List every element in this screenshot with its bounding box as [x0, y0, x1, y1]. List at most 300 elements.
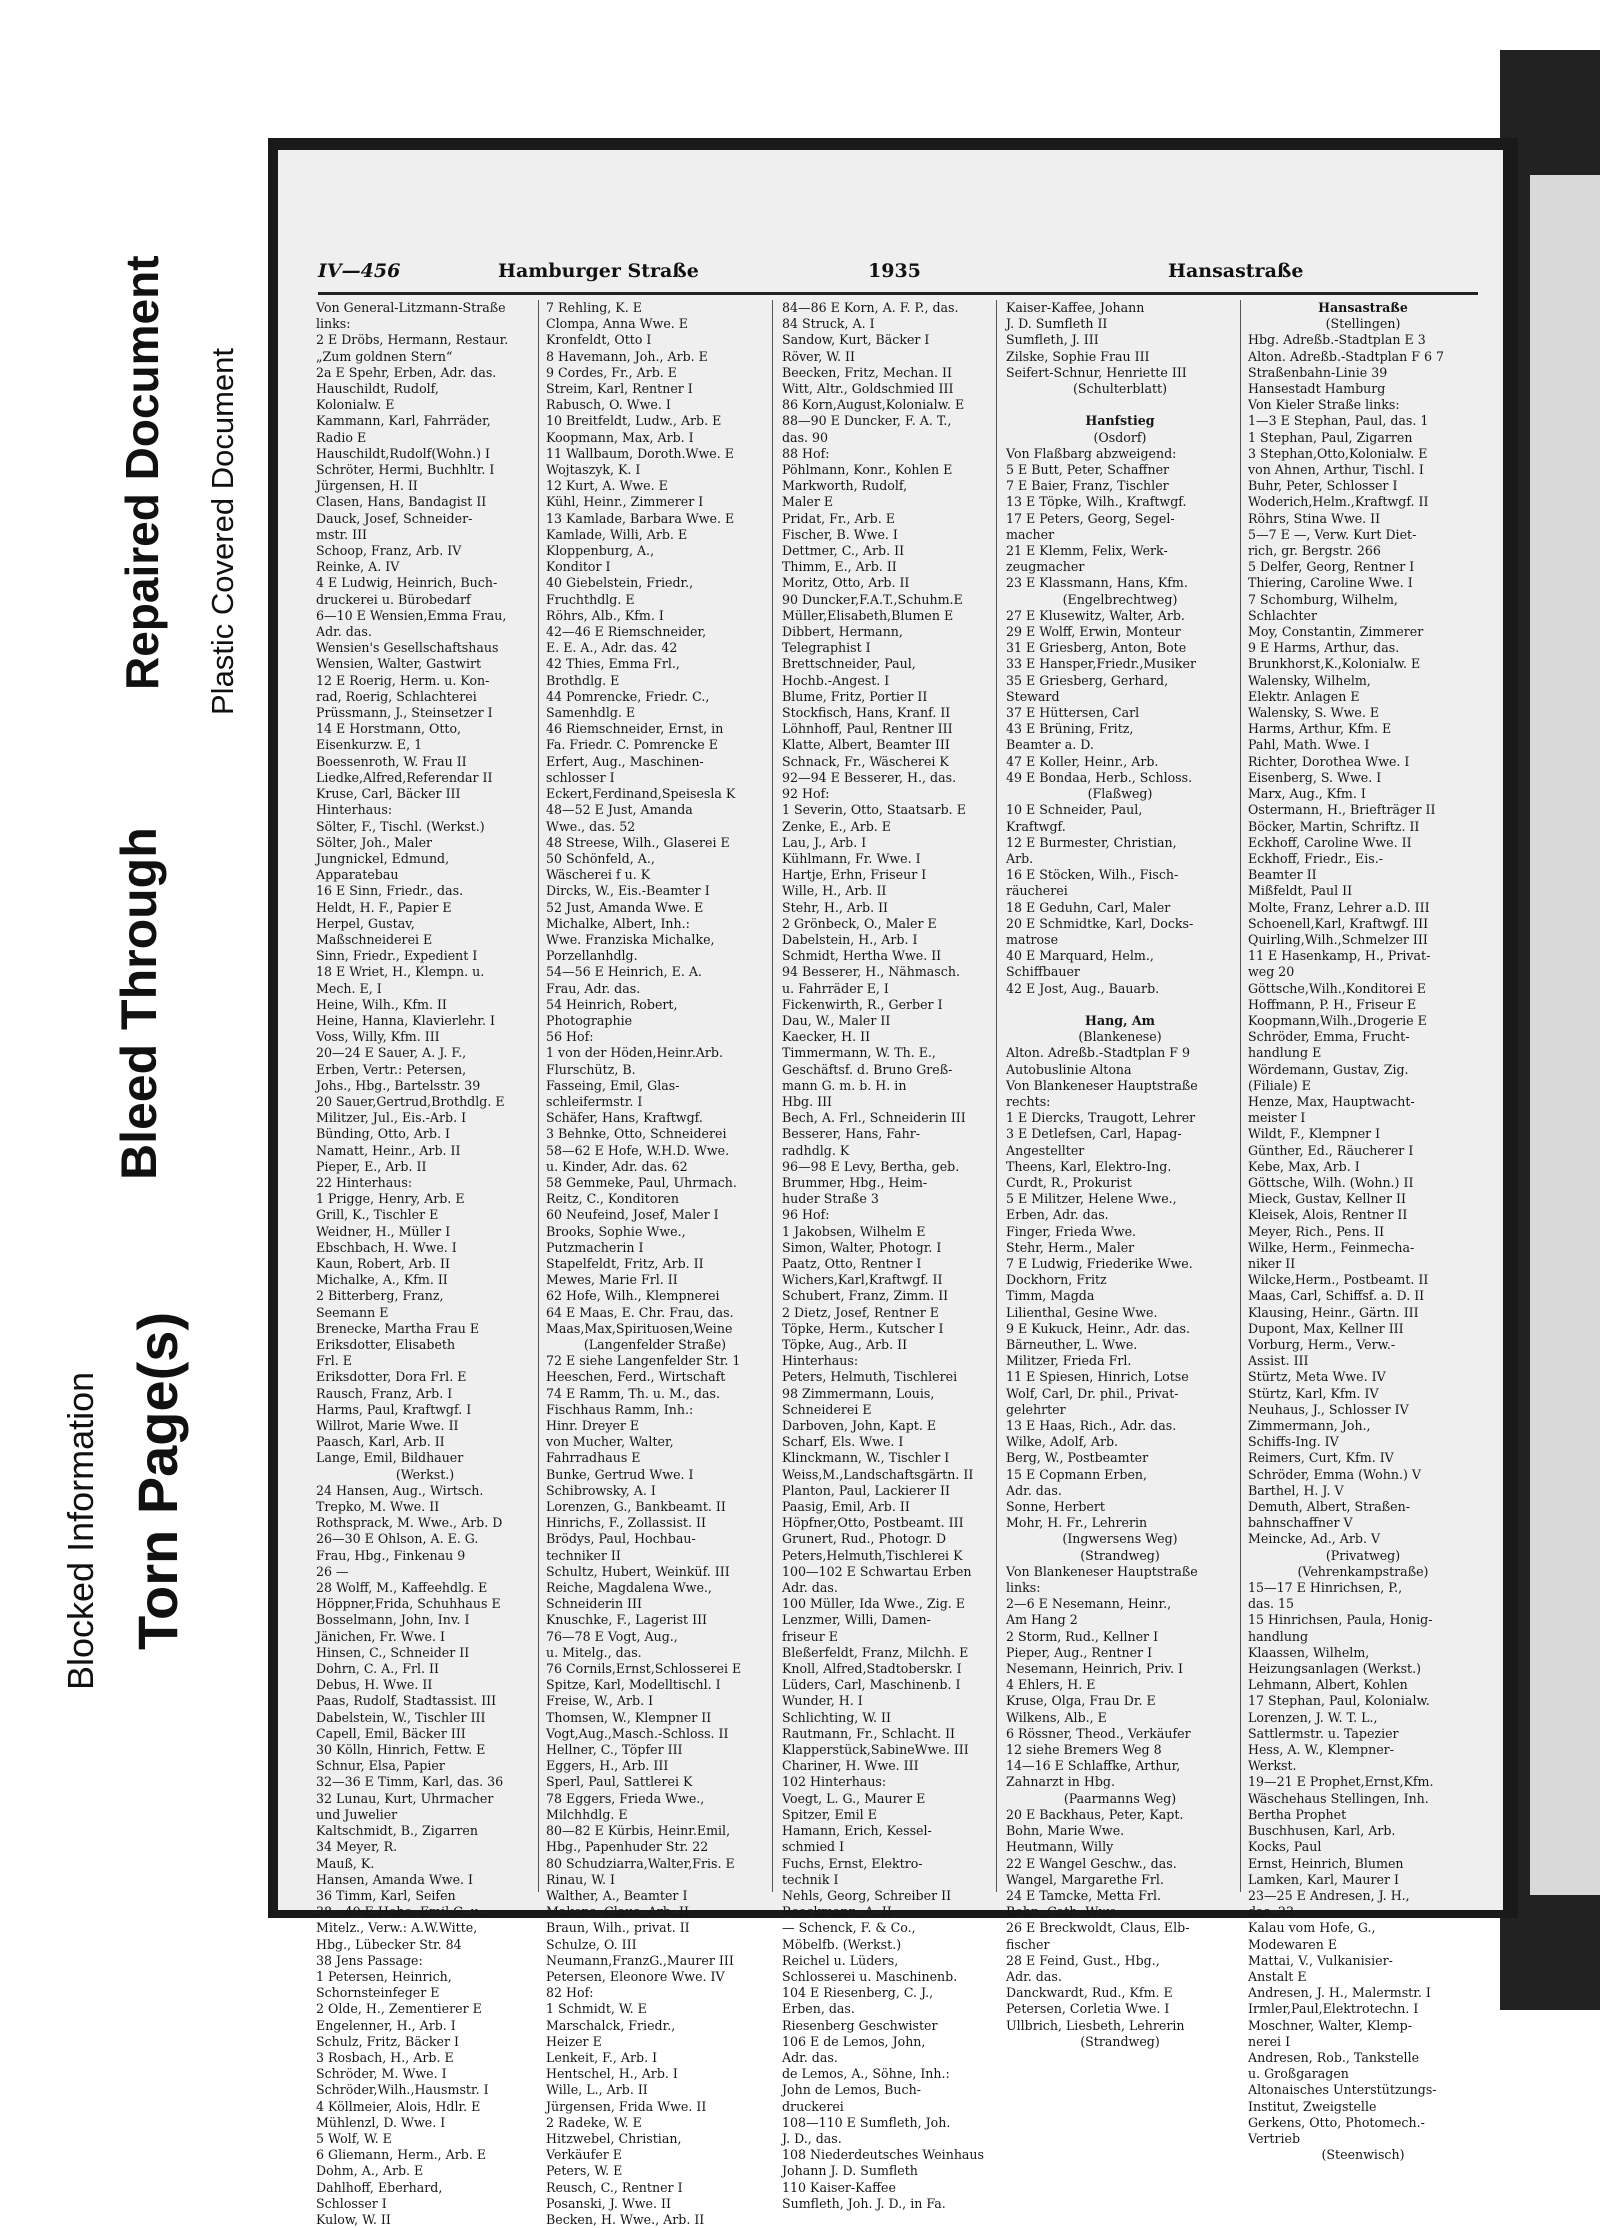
directory-entry-line: (Paarmanns Weg)	[1063, 1790, 1177, 1806]
directory-entry-line: Kalau vom Hofe, G.,	[1248, 1920, 1376, 1936]
column-divider	[1240, 300, 1241, 1892]
directory-entry-line: Namatt, Heinr., Arb. II	[316, 1142, 461, 1158]
directory-entry-line: Mitelz., Verw.: A.W.Witte,	[316, 1920, 478, 1936]
directory-entry-line: Sandow, Kurt, Bäcker I	[782, 332, 930, 348]
directory-entry-line: Lehmann, Albert, Kohlen	[1248, 1677, 1408, 1693]
directory-entry-line: Geschäftsf. d. Bruno Greß-	[782, 1061, 953, 1077]
directory-entry-line: Hinterhaus:	[316, 802, 393, 818]
directory-entry-line: Brothdlg. E	[546, 672, 620, 688]
directory-entry-line: Jürgensen, Frida Wwe. II	[546, 2098, 707, 2114]
directory-entry-line: Wangel, Margarethe Frl.	[1006, 1871, 1164, 1887]
directory-entry-line: Schubert, Franz, Zimm. II	[782, 1288, 949, 1304]
directory-entry-line: Wildt, F., Klempner I	[1248, 1126, 1381, 1142]
label-blocked-information: Blocked Information	[60, 1371, 101, 1690]
directory-entry-line: Posanski, J. Wwe. II	[546, 2195, 671, 2211]
directory-entry-line: Kolonialw. E	[316, 397, 395, 413]
directory-entry-line: Kühl, Heinr., Zimmerer I	[546, 494, 704, 510]
directory-entry-line: 14 E Horstmann, Otto,	[316, 721, 462, 737]
directory-entry-line: 106 E de Lemos, John,	[782, 2033, 926, 2049]
directory-entry-line: technik I	[782, 1871, 839, 1887]
directory-column-5	[1248, 300, 1478, 2163]
directory-entry-line: Wördemann, Gustav, Zig.	[1248, 1061, 1409, 1077]
directory-entry-line: Lamken, Karl, Maurer I	[1248, 1871, 1399, 1887]
directory-entry-line: 10 Breitfeldt, Ludw., Arb. E	[546, 413, 722, 429]
directory-entry-line: Gerkens, Otto, Photomech.-	[1248, 2114, 1425, 2130]
directory-entry-line: Liedke,Alfred,Referendar II	[316, 769, 493, 785]
directory-entry-line: rich, gr. Bergstr. 266	[1248, 543, 1381, 559]
directory-entry-line: Fahrradhaus E	[546, 1450, 641, 1466]
directory-entry-line: 17 E Peters, Georg, Segel-	[1006, 510, 1175, 526]
directory-entry-line: Pridat, Fr., Arb. E	[782, 510, 895, 526]
directory-entry-line: 11 E Hasenkamp, H., Privat-	[1248, 948, 1431, 964]
directory-entry-line: niker II	[1248, 1255, 1296, 1271]
directory-entry-line: Richter, Dorothea Wwe. I	[1248, 753, 1410, 769]
directory-entry-line: J. D., das.	[782, 2130, 842, 2146]
directory-entry-line: 4 E Ludwig, Heinrich, Buch-	[316, 575, 498, 591]
directory-entry-line: Demuth, Albert, Straßen-	[1248, 1499, 1410, 1515]
directory-entry-line: Wäscherei f u. K	[546, 867, 651, 883]
directory-entry-line: Milchhdlg. E	[546, 1806, 628, 1822]
directory-entry-line: Brunkhorst,K.,Kolonialw. E	[1248, 656, 1421, 672]
directory-entry-line: Barthel, H. J. V	[1248, 1482, 1344, 1498]
directory-entry-line: 5 Delfer, Georg, Rentner I	[1248, 559, 1415, 575]
directory-entry-line: Wäschehaus Stellingen, Inh.	[1248, 1790, 1429, 1806]
directory-entry-line: Michalke, Albert, Inh.:	[546, 915, 690, 931]
directory-entry-line: Modewaren E	[1248, 1936, 1338, 1952]
directory-entry-line: 37 E Hüttersen, Carl	[1006, 705, 1140, 721]
directory-entry-line: Schröder, Emma (Wohn.) V	[1248, 1466, 1421, 1482]
directory-entry-line: Hellner, C., Töpfer III	[546, 1742, 683, 1758]
directory-entry-line: Töpke, Aug., Arb. II	[782, 1337, 908, 1352]
directory-entry-line: Brummer, Hbg., Heim-	[782, 1174, 928, 1190]
directory-entry-line: 84 Struck, A. I	[782, 316, 875, 332]
directory-entry-line: Elektr. Anlagen E	[1248, 688, 1360, 704]
directory-entry-line: Böcker, Martin, Schriftz. II	[1248, 818, 1420, 834]
label-repaired-document: Repaired Document	[116, 255, 168, 690]
directory-entry-line: Anstalt E	[1248, 1968, 1307, 1984]
directory-entry-line: 35 E Griesberg, Gerhard,	[1006, 672, 1169, 688]
directory-entry-line: 56 Hof:	[546, 1029, 594, 1045]
directory-entry-line: friseur E	[782, 1628, 838, 1644]
directory-entry-line: Kruse, Olga, Frau Dr. E	[1006, 1693, 1156, 1709]
directory-entry-line: 104 E Riesenberg, C. J.,	[782, 1985, 934, 2001]
directory-entry-line: Hartje, Erhn, Friseur I	[782, 867, 927, 883]
directory-entry-line: Von General-Litzmann-Straße	[316, 300, 506, 315]
directory-entry-line: Weiss,M.,Landschaftsgärtn. II	[782, 1466, 974, 1482]
directory-entry-line: Schröder, Emma, Frucht-	[1248, 1029, 1410, 1045]
directory-entry-line: Müller,Elisabeth,Blumen E	[782, 607, 954, 623]
directory-entry-line: Makens, Claus, Arb. II	[546, 1904, 689, 1920]
directory-entry-line: Dabelstein, H., Arb. I	[782, 931, 918, 947]
directory-entry-line: 15—17 E Hinrichsen, P.,	[1248, 1580, 1403, 1596]
directory-entry-line: 12 E Burmester, Christian,	[1006, 834, 1177, 850]
directory-entry-line: 82 Hof:	[546, 1985, 594, 2001]
directory-entry-line: Institut, Zweigstelle	[1248, 2098, 1377, 2114]
directory-entry-line: Dibbert, Hermann,	[782, 624, 903, 640]
directory-entry-line: Erben, das.	[782, 2001, 855, 2017]
directory-entry-line: Curdt, R., Prokurist	[1006, 1174, 1132, 1190]
directory-entry-line: Erben, Adr. das.	[1006, 1207, 1109, 1223]
directory-entry-line: Spitze, Karl, Modelltischl. I	[546, 1677, 721, 1693]
directory-entry-line: 21 E Klemm, Felix, Werk-	[1006, 543, 1168, 559]
directory-entry-line: Clasen, Hans, Bandagist II	[316, 494, 487, 510]
directory-entry-line: Adr. das.	[316, 624, 372, 640]
directory-entry-line: Sperl, Paul, Sattlerei K	[546, 1774, 693, 1790]
directory-entry-line: 7 E Ludwig, Friederike Wwe.	[1006, 1255, 1193, 1271]
directory-entry-line: links:	[316, 316, 351, 332]
directory-entry-line: 31 E Griesberg, Anton, Bote	[1006, 640, 1187, 656]
directory-entry-line: Steward	[1006, 688, 1060, 704]
directory-column-1	[316, 300, 534, 2228]
directory-entry-line: 32 Lunau, Kurt, Uhrmacher	[316, 1790, 494, 1806]
directory-entry-line: Höppner,Frida, Schuhhaus E	[316, 1596, 501, 1612]
directory-entry-line: 108—110 E Sumfleth, Joh.	[782, 2114, 951, 2130]
directory-entry-line: 13 Kamlade, Barbara Wwe. E	[546, 510, 735, 526]
directory-entry-line: Marschalck, Friedr.,	[546, 2017, 676, 2033]
directory-entry-line: 13 E Haas, Rich., Adr. das.	[1006, 1418, 1177, 1434]
directory-entry-line: Koopmann, Max, Arb. I	[546, 429, 694, 445]
directory-entry-line: Bleßerfeldt, Franz, Milchh. E	[782, 1644, 969, 1660]
directory-entry-line: Andresen, Rob., Tankstelle	[1248, 2049, 1420, 2065]
directory-entry-line: J. D. Sumfleth II	[1006, 316, 1108, 332]
directory-entry-line: Trepko, M. Wwe. II	[316, 1499, 440, 1515]
label-plastic-covered-document: Plastic Covered Document	[205, 348, 240, 715]
directory-entry-line: 38 Jens Passage:	[316, 1952, 423, 1968]
directory-entry-line: Dockhorn, Fritz	[1006, 1272, 1107, 1288]
directory-entry-line: Buhr, Peter, Schlosser I	[1248, 478, 1398, 494]
directory-entry-line: Eckhoff, Caroline Wwe. II	[1248, 834, 1412, 850]
label-bleed-through: Bleed Through	[111, 827, 167, 1180]
directory-entry-line: Eisenkurzw. E, 1	[316, 737, 423, 753]
directory-entry-line: Reichel u. Lüders,	[782, 1952, 899, 1968]
directory-entry-line: Heeschen, Ferd., Wirtschaft	[546, 1369, 726, 1385]
directory-entry-line: Adr. das.	[1006, 1968, 1062, 1984]
directory-entry-line: 3 E Detlefsen, Carl, Hapag-	[1006, 1126, 1182, 1142]
directory-entry-line: Kaun, Robert, Arb. II	[316, 1255, 450, 1271]
directory-entry-line: 7 Rehling, K. E	[546, 300, 642, 315]
directory-entry-line: Braun, Wilh., privat. II	[546, 1920, 690, 1936]
directory-entry-line: Jürgensen, H. II	[316, 478, 418, 494]
directory-entry-line: Wille, H., Arb. II	[782, 883, 887, 899]
directory-entry-line: Schoop, Franz, Arb. IV	[316, 543, 462, 559]
directory-entry-line: 38—40 E Hohe, Emil G. u.	[316, 1904, 483, 1920]
directory-entry-line: Ullbrich, Liesbeth, Lehrerin	[1006, 2017, 1185, 2033]
directory-entry-line: radhdlg. K	[782, 1142, 850, 1158]
header-street-right: Hansastraße	[1168, 260, 1304, 282]
directory-entry-line: Heine, Hanna, Klavierlehr. I	[316, 1012, 496, 1028]
directory-entry-line: 7 E Baier, Franz, Tischler	[1006, 478, 1169, 494]
directory-column-3	[782, 300, 992, 2212]
directory-entry-line: Nehls, Georg, Schreiber II	[782, 1887, 952, 1903]
directory-entry-line: 42 Thies, Emma Frl.,	[546, 656, 680, 672]
directory-entry-line: Finger, Frieda Wwe.	[1006, 1223, 1137, 1239]
directory-entry-line: (Steenwisch)	[1321, 2147, 1405, 2163]
directory-entry-line: (Strandweg)	[1080, 1547, 1160, 1563]
directory-entry-line: 20 E Schmidtke, Karl, Docks-	[1006, 915, 1194, 931]
directory-entry-line: u. Kinder, Adr. das. 62	[546, 1158, 688, 1174]
directory-entry-line: Kammann, Karl, Fahrräder,	[316, 413, 491, 429]
directory-entry-line: techniker II	[546, 1547, 621, 1563]
directory-entry-line: Von Blankeneser Hauptstraße	[1006, 1563, 1198, 1579]
directory-entry-line: 92 Hof:	[782, 786, 830, 802]
directory-entry-line: 3 Behnke, Otto, Schneiderei	[546, 1126, 727, 1142]
directory-entry-line: Sinn, Friedr., Expedient I	[316, 948, 478, 964]
directory-entry-line: de Lemos, A., Söhne, Inh.:	[782, 2066, 950, 2082]
directory-entry-line: Eckert,Ferdinand,Speisesla K	[546, 786, 736, 802]
directory-entry-line: Andresen, J. H., Malermstr. I	[1248, 1985, 1431, 2001]
directory-entry-line: Fuchs, Ernst, Elektro-	[782, 1855, 923, 1871]
directory-entry-line: 6 Rössner, Theod., Verkäufer	[1006, 1725, 1191, 1741]
directory-entry-line: Simon, Walter, Photogr. I	[782, 1239, 942, 1255]
directory-entry-line: 23—25 E Andresen, J. H.,	[1248, 1887, 1410, 1903]
directory-entry-line: Von Flaßbarg abzweigend:	[1006, 445, 1177, 461]
directory-entry-line: E. E. A., Adr. das. 42	[546, 640, 678, 656]
directory-entry-line: 11 Wallbaum, Doroth.Wwe. E	[546, 445, 734, 461]
directory-entry-line: Klaassen, Wilhelm,	[1248, 1644, 1370, 1660]
directory-entry-line: Dohm, A., Arb. E	[316, 2163, 424, 2179]
directory-entry-line: 9 E Kukuck, Heinr., Adr. das.	[1006, 1320, 1190, 1336]
directory-entry-line: Bosselmann, John, Inv. I	[316, 1612, 470, 1628]
directory-entry-line: (Werkst.)	[395, 1466, 455, 1482]
directory-entry-line: macher	[1006, 526, 1055, 542]
directory-entry-line: Kleisek, Alois, Rentner II	[1248, 1207, 1408, 1223]
directory-entry-line: Markworth, Rudolf,	[782, 478, 908, 494]
directory-entry-line: Telegraphist I	[782, 640, 871, 656]
directory-entry-line: Schnack, Fr., Wäscherei K	[782, 753, 949, 769]
directory-entry-line: 9 Cordes, Fr., Arb. E	[546, 364, 677, 380]
directory-entry-line: John de Lemos, Buch-	[782, 2082, 921, 2098]
directory-entry-line: Hauschildt, Rudolf,	[316, 381, 439, 397]
directory-entry-line: 5 E Butt, Peter, Schaffner	[1006, 462, 1170, 478]
directory-entry-line: links:	[1006, 1580, 1041, 1596]
directory-entry-line: Am Hang 2	[1006, 1612, 1078, 1628]
directory-entry-line: 3 Rosbach, H., Arb. E	[316, 2049, 454, 2065]
directory-entry-line: Maßschneiderei E	[316, 931, 433, 947]
directory-entry-line: 28 Wolff, M., Kaffeehdlg. E	[316, 1580, 488, 1596]
directory-entry-line: (Strandweg)	[1080, 2033, 1160, 2049]
directory-entry-line: Voegt, L. G., Maurer E	[782, 1790, 926, 1806]
directory-entry-line: 24 E Tamcke, Metta Frl.	[1006, 1887, 1162, 1903]
directory-entry-line: Adr. das.	[782, 1580, 838, 1596]
directory-entry-line: Mauß, K.	[316, 1855, 375, 1871]
directory-entry-line: 48—52 E Just, Amanda	[546, 802, 693, 818]
directory-entry-line: Löhnhoff, Paul, Rentner III	[782, 721, 953, 737]
directory-entry-line: Spitzer, Emil E	[782, 1806, 877, 1822]
directory-entry-line: Buschhusen, Karl, Arb.	[1248, 1823, 1396, 1839]
directory-entry-line: Moschner, Walter, Klemp-	[1248, 2017, 1412, 2033]
directory-entry-line: 12 siehe Bremers Weg 8	[1006, 1742, 1162, 1758]
directory-entry-line: Maas, Carl, Schiffsf. a. D. II	[1248, 1288, 1425, 1304]
directory-entry-line: 23 E Klassmann, Hans, Kfm.	[1006, 575, 1188, 591]
directory-entry-line: Reiche, Magdalena Wwe.,	[546, 1580, 712, 1596]
directory-entry-line: Eriksdotter, Dora Frl. E	[316, 1369, 467, 1385]
directory-entry-line: 33 E Hansper,Friedr.,Musiker	[1006, 656, 1196, 672]
directory-entry-line: Koopmann,Wilh.,Drogerie E	[1248, 1012, 1427, 1028]
directory-entry-line: 42—46 E Riemschneider,	[546, 624, 707, 640]
page-number: IV—456	[318, 260, 401, 282]
directory-entry-line: 42 E Jost, Aug., Bauarb.	[1006, 980, 1160, 996]
directory-entry-line: Wwe., das. 52	[546, 818, 636, 834]
directory-entry-line: 108 Niederdeutsches Weinhaus	[782, 2147, 985, 2163]
directory-entry-line: 19—21 E Prophet,Ernst,Kfm.	[1248, 1774, 1434, 1790]
directory-entry-line: Prüssmann, J., Steinsetzer I	[316, 705, 493, 721]
directory-entry-line: (Engelbrechtweg)	[1062, 591, 1178, 607]
directory-entry-line: Erben, Vertr.: Petersen,	[316, 1061, 467, 1077]
directory-entry-line: Stürtz, Karl, Kfm. IV	[1248, 1385, 1379, 1401]
directory-entry-line: Günther, Ed., Räucherer I	[1248, 1142, 1414, 1158]
directory-entry-line: Möbelfb. (Werkst.)	[782, 1936, 902, 1952]
directory-entry-line: Dettmer, C., Arb. II	[782, 543, 905, 559]
directory-entry-line: Heutmann, Willy	[1006, 1839, 1114, 1855]
directory-entry-line: Wilke, Herm., Feinmecha-	[1248, 1239, 1415, 1255]
directory-entry-line: 7 Schomburg, Wilhelm,	[1248, 591, 1398, 607]
directory-entry-line: Schoenell,Karl, Kraftwgf. III	[1248, 915, 1429, 931]
directory-entry-line: Vorburg, Herm., Verw.-	[1248, 1337, 1396, 1352]
directory-entry-line: Alton. Adreßb.-Stadtplan F 9	[1006, 1045, 1191, 1061]
directory-entry-line: rechts:	[1006, 1093, 1051, 1109]
directory-entry-line: Paasch, Karl, Arb. II	[316, 1434, 445, 1450]
directory-entry-line: Wilke, Adolf, Arb.	[1006, 1434, 1119, 1450]
directory-entry-line: Kaiser-Kaffee, Johann	[1006, 300, 1145, 315]
directory-entry-line: 78 Eggers, Frieda Wwe.,	[546, 1790, 705, 1806]
directory-entry-line: 74 E Ramm, Th. u. M., das.	[546, 1385, 720, 1401]
directory-entry-line: Bünding, Otto, Arb. I	[316, 1126, 450, 1142]
directory-entry-line: 94 Besserer, H., Nähmasch.	[782, 964, 960, 980]
directory-entry-line: Heldt, H. F., Papier E	[316, 899, 452, 915]
directory-entry-line: Moritz, Otto, Arb. II	[782, 575, 910, 591]
directory-entry-line: 16 E Sinn, Friedr., das.	[316, 883, 464, 899]
directory-entry-line: Marx, Aug., Kfm. I	[1248, 786, 1366, 802]
directory-entry-line: Harms, Arthur, Kfm. E	[1248, 721, 1392, 737]
directory-entry-line: Militzer, Frieda Frl.	[1006, 1353, 1132, 1369]
directory-entry-line: 2 Dietz, Josef, Rentner E	[782, 1304, 939, 1320]
directory-entry-line: Sumfleth, Joh. J. D., in Fa.	[782, 2195, 946, 2211]
directory-entry-line: Sattlermstr. u. Tapezier	[1248, 1725, 1399, 1741]
directory-entry-line: 1 Jakobsen, Wilhelm E	[782, 1223, 926, 1239]
directory-entry-line: 48 Streese, Wilh., Glaserei E	[546, 834, 730, 850]
column-divider	[772, 300, 773, 1892]
directory-entry-line: 22 Hinterhaus:	[316, 1174, 413, 1190]
directory-entry-line: das. 15	[1248, 1596, 1295, 1612]
directory-entry-line: (Ingwersens Weg)	[1062, 1531, 1178, 1547]
directory-entry-line: Maler E	[782, 494, 834, 510]
directory-entry-line: 2 Radeke, W. E	[546, 2114, 642, 2130]
directory-entry-line: Pahl, Math. Wwe. I	[1248, 737, 1370, 753]
directory-entry-line: Zahnarzt in Hbg.	[1006, 1774, 1115, 1790]
directory-entry-line: 44 Pomrencke, Friedr. C.,	[546, 688, 710, 704]
directory-entry-line: Brenecke, Martha Frau E	[316, 1320, 480, 1336]
directory-entry-line: 84—86 E Korn, A. F. P., das.	[782, 300, 959, 315]
directory-entry-line: mstr. III	[316, 526, 368, 542]
directory-entry-line: Kronfeldt, Otto I	[546, 332, 652, 348]
directory-entry-line: Theens, Karl, Elektro-Ing.	[1006, 1158, 1172, 1174]
directory-entry-line: Klausing, Heinr., Gärtn. III	[1248, 1304, 1419, 1320]
directory-entry-line: 47 E Koller, Heinr., Arb.	[1006, 753, 1159, 769]
directory-entry-line: Boessenroth, W. Frau II	[316, 753, 467, 769]
directory-entry-line: 20—24 E Sauer, A. J. F.,	[316, 1045, 467, 1061]
directory-entry-line: Engelenner, H., Arb. I	[316, 2017, 456, 2033]
directory-entry-line: gelehrter	[1006, 1401, 1066, 1417]
directory-entry-line: Rausch, Franz, Arb. I	[316, 1385, 453, 1401]
directory-entry-line: 54 Heinrich, Robert,	[546, 996, 678, 1012]
directory-entry-line: Knoll, Alfred,Stadtoberskr. I	[782, 1661, 962, 1677]
directory-entry-line: 18 E Geduhn, Carl, Maler	[1006, 899, 1171, 915]
directory-entry-line: Witt, Altr., Goldschmied III	[782, 381, 954, 397]
directory-entry-line: 14—16 E Schlaffke, Arthur,	[1006, 1758, 1181, 1774]
directory-entry-line: 1 Schmidt, W. E	[546, 2001, 647, 2017]
directory-entry-line: handlung E	[1248, 1045, 1322, 1061]
directory-entry-line: Riesenberg Geschwister	[782, 2017, 938, 2033]
directory-entry-line: 20 E Backhaus, Peter, Kapt.	[1006, 1806, 1184, 1822]
column-divider	[538, 300, 539, 1892]
directory-entry-line: 88—90 E Duncker, F. A. T.,	[782, 413, 952, 429]
directory-entry-line: (Blankenese)	[1078, 1029, 1162, 1045]
directory-entry-line: Hoffmann, P. H., Friseur E	[1248, 996, 1417, 1012]
directory-entry-line: Timm, Magda	[1006, 1288, 1095, 1304]
directory-entry-line: Maas,Max,Spirituosen,Weine	[546, 1320, 733, 1336]
directory-entry-line: Erfert, Aug., Maschinen-	[546, 753, 704, 769]
directory-entry-line: Schlosserei u. Maschinenb.	[782, 1968, 958, 1984]
directory-entry-line: Schibrowsky, A. I	[546, 1482, 656, 1498]
directory-entry-line: das. 23	[1248, 1904, 1295, 1920]
directory-entry-line: Mieck, Gustav, Kellner II	[1248, 1191, 1407, 1207]
directory-entry-line: Blume, Fritz, Portier II	[782, 688, 928, 704]
directory-entry-line: bahnschaffner V	[1248, 1515, 1353, 1531]
directory-entry-line: Hansastraße	[1318, 300, 1408, 315]
directory-entry-line: huder Straße 3	[782, 1191, 879, 1207]
directory-entry-line: 50 Schönfeld, A.,	[546, 850, 655, 866]
directory-entry-line: Hanfstieg	[1085, 413, 1155, 429]
directory-entry-line: Peters, W. E	[546, 2163, 623, 2179]
directory-entry-line: Capell, Emil, Bäcker III	[316, 1725, 466, 1741]
directory-entry-line: nerei I	[1248, 2033, 1291, 2049]
directory-entry-line: Reinke, A. IV	[316, 559, 400, 575]
directory-entry-line: Verkäufer E	[546, 2147, 622, 2163]
directory-entry-line: Wilcke,Herm., Postbeamt. II	[1248, 1272, 1429, 1288]
directory-entry-line: Eriksdotter, Elisabeth	[316, 1337, 456, 1352]
directory-entry-line: Rabusch, O. Wwe. I	[546, 397, 671, 413]
directory-entry-line: „Zum goldnen Stern“	[316, 348, 453, 364]
directory-entry-line: meister I	[1248, 1110, 1306, 1126]
directory-entry-line: 43 E Brüning, Fritz,	[1006, 721, 1134, 737]
directory-entry-line: Danckwardt, Rud., Kfm. E	[1006, 1985, 1173, 2001]
directory-entry-line: Schneiderei E	[782, 1401, 872, 1417]
directory-entry-line: Von Kieler Straße links:	[1248, 397, 1400, 413]
directory-entry-line: Samenhdlg. E	[546, 705, 636, 721]
directory-entry-line: Neumann,FranzG.,Maurer III	[546, 1952, 734, 1968]
directory-entry-line: 2a E Spehr, Erben, Adr. das.	[316, 364, 497, 380]
directory-entry-line: Wilkens, Alb., E	[1006, 1709, 1107, 1725]
directory-entry-line: (Schulterblatt)	[1072, 381, 1167, 397]
directory-entry-line: Kaltschmidt, B., Zigarren	[316, 1823, 478, 1839]
directory-entry-line: 1 Severin, Otto, Staatsarb. E	[782, 802, 966, 818]
next-page-edge	[1530, 175, 1600, 1895]
directory-entry-line: Reusch, C., Rentner I	[546, 2179, 683, 2195]
directory-entry-line: 100 Müller, Ida Wwe., Zig. E	[782, 1596, 965, 1612]
directory-entry-line: Mewes, Marie Frl. II	[546, 1272, 678, 1288]
directory-entry-line: (Stellingen)	[1325, 316, 1401, 332]
directory-entry-line: Hinr. Dreyer E	[546, 1418, 640, 1434]
directory-entry-line: 26 —	[316, 1563, 349, 1579]
directory-entry-line: von Mucher, Walter,	[546, 1434, 674, 1450]
directory-entry-line: Beamter a. D.	[1006, 737, 1094, 753]
directory-entry-line: Konditor I	[546, 559, 611, 575]
directory-entry-line: Seemann E	[316, 1304, 389, 1320]
directory-entry-line: 102 Hinterhaus:	[782, 1774, 887, 1790]
directory-entry-line: Göttsche, Wilh. (Wohn.) II	[1248, 1174, 1414, 1190]
directory-entry-line: Bertha Prophet	[1248, 1806, 1347, 1822]
directory-entry-line: Schulze, O. III	[546, 1936, 637, 1952]
